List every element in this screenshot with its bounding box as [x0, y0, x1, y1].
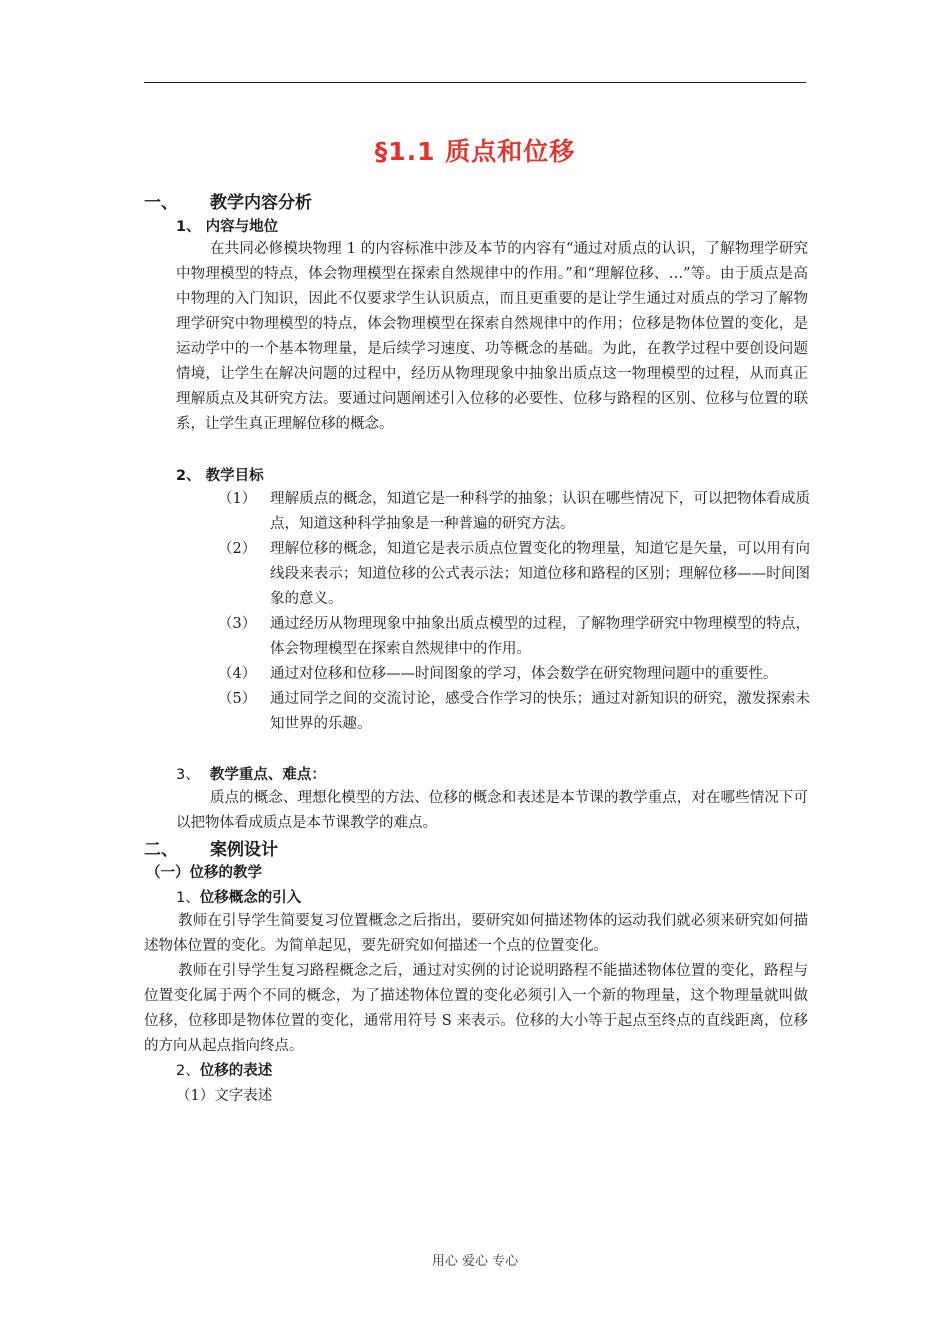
part-1-sub-1-title: 位移概念的引入	[199, 890, 302, 906]
objectives-list	[218, 487, 810, 737]
subsection-1-3-number: 3、	[176, 767, 200, 783]
list-item-text: 通过经历从物理现象中抽象出质点模型的过程，了解物理学研究中物理模型的特点，体会物理模型在探索自然规律中的作用。	[270, 616, 810, 657]
list-item-text: 通过对位移和位移——时间图象的学习，体会数学在研究物理问题中的重要性。	[270, 666, 778, 682]
subsection-1-3-paragraph: 质点的概念、理想化模型的方法、位移的概念和表述是本节课的教学重点，对在哪些情况下可以把物体看成质点是本节课教学的难点。	[176, 790, 808, 831]
list-item	[218, 687, 810, 737]
page-footer: 用心 爱心 专心	[431, 1254, 519, 1269]
section-1-title: 教学内容分析	[210, 193, 312, 213]
part-1-sub-2-item: （1）文字表述	[176, 1088, 273, 1104]
section-2-heading	[144, 835, 278, 860]
list-marker: （1）	[218, 491, 257, 507]
part-1-sub-2-heading	[176, 1059, 272, 1080]
section-1-number: 一、	[144, 193, 178, 213]
part-1-sub-2-title: 位移的表述	[199, 1063, 273, 1079]
page-title: §1.1 质点和位移	[374, 137, 576, 166]
subsection-1-1-heading: 1、 内容与地位	[176, 219, 279, 235]
list-item	[218, 487, 810, 537]
list-item	[218, 662, 810, 687]
part-1-heading: （一）位移的教学	[146, 865, 262, 881]
list-item-text: 通过同学之间的交流讨论，感受合作学习的快乐；通过对新知识的研究，激发探索未知世界的乐趣。	[270, 691, 810, 732]
part-1-sub-1-heading	[176, 886, 301, 907]
list-marker: （3）	[218, 616, 257, 632]
part-1-sub-2-number: 2、	[176, 1063, 200, 1079]
part-1-sub-1-number: 1、	[176, 890, 200, 906]
list-marker: （5）	[218, 691, 257, 707]
list-marker: （2）	[218, 541, 257, 557]
list-item-text: 理解位移的概念，知道它是表示质点位置变化的物理量，知道它是矢量，可以用有向线段来表示；知道位移的公式表示法；知道位移和路程的区别；理解位移——时间图象的意义。	[270, 541, 810, 607]
section-2-title: 案例设计	[210, 840, 278, 860]
list-item	[218, 612, 810, 662]
section-1-heading	[144, 188, 312, 213]
header-rule	[144, 82, 806, 83]
subsection-1-3-title: 教学重点、难点：	[209, 767, 326, 783]
subsection-1-1-paragraph: 在共同必修模块物理 1 的内容标准中涉及本节的内容有“通过对质点的认识，了解物理学研究中物理模型的特点，体会物理模型在探索自然规律中的作用。”和“理解位移、…”等。由于质点是高中物理的入门知识，因此不仅要求学生认识质点，而且更重要的是让学生通过对质点的学习了解物理学研究中物理模型的特点，体会物理模型在探索自然规律中的作用；位移是物体位置的变化，是运动学中的一个基本物理量，是后续学习速度、功等概念的基础。为此，在教学过程中要创设问题情境，让学生在解决问题的过程中，经历从物理现象中抽象出质点这一物理模型的过程，从而真正理解质点及其研究方法。要通过问题阐述引入位移的必要性、位移与路程的区别、位移与位置的联系，让学生真正理解位移的概念。	[176, 241, 808, 432]
part-1-paragraph-1: 教师在引导学生简要复习位置概念之后指出，要研究如何描述物体的运动我们就必须来研究如何描述物体位置的变化。为简单起见，要先研究如何描述一个点的位置变化。	[144, 913, 808, 954]
list-marker: （4）	[218, 666, 257, 682]
part-1-paragraph-2: 教师在引导学生复习路程概念之后，通过对实例的讨论说明路程不能描述物体位置的变化，路程与位置变化属于两个不同的概念，为了描述物体位置的变化必须引入一个新的物理量，这个物理量就叫做位移，位移即是物体位置的变化，通常用符号 S 来表示。位移的大小等于起点至终点的直线距离，位移的方向从起点指向终点。	[144, 963, 808, 1054]
section-2-number: 二、	[144, 840, 178, 860]
subsection-1-3-heading	[176, 763, 326, 784]
subsection-1-2-heading: 2、 教学目标	[176, 468, 264, 484]
list-item	[218, 537, 810, 612]
list-item-text: 理解质点的概念，知道它是一种科学的抽象；认识在哪些情况下，可以把物体看成质点，知道这种科学抽象是一种普遍的研究方法。	[270, 491, 810, 532]
